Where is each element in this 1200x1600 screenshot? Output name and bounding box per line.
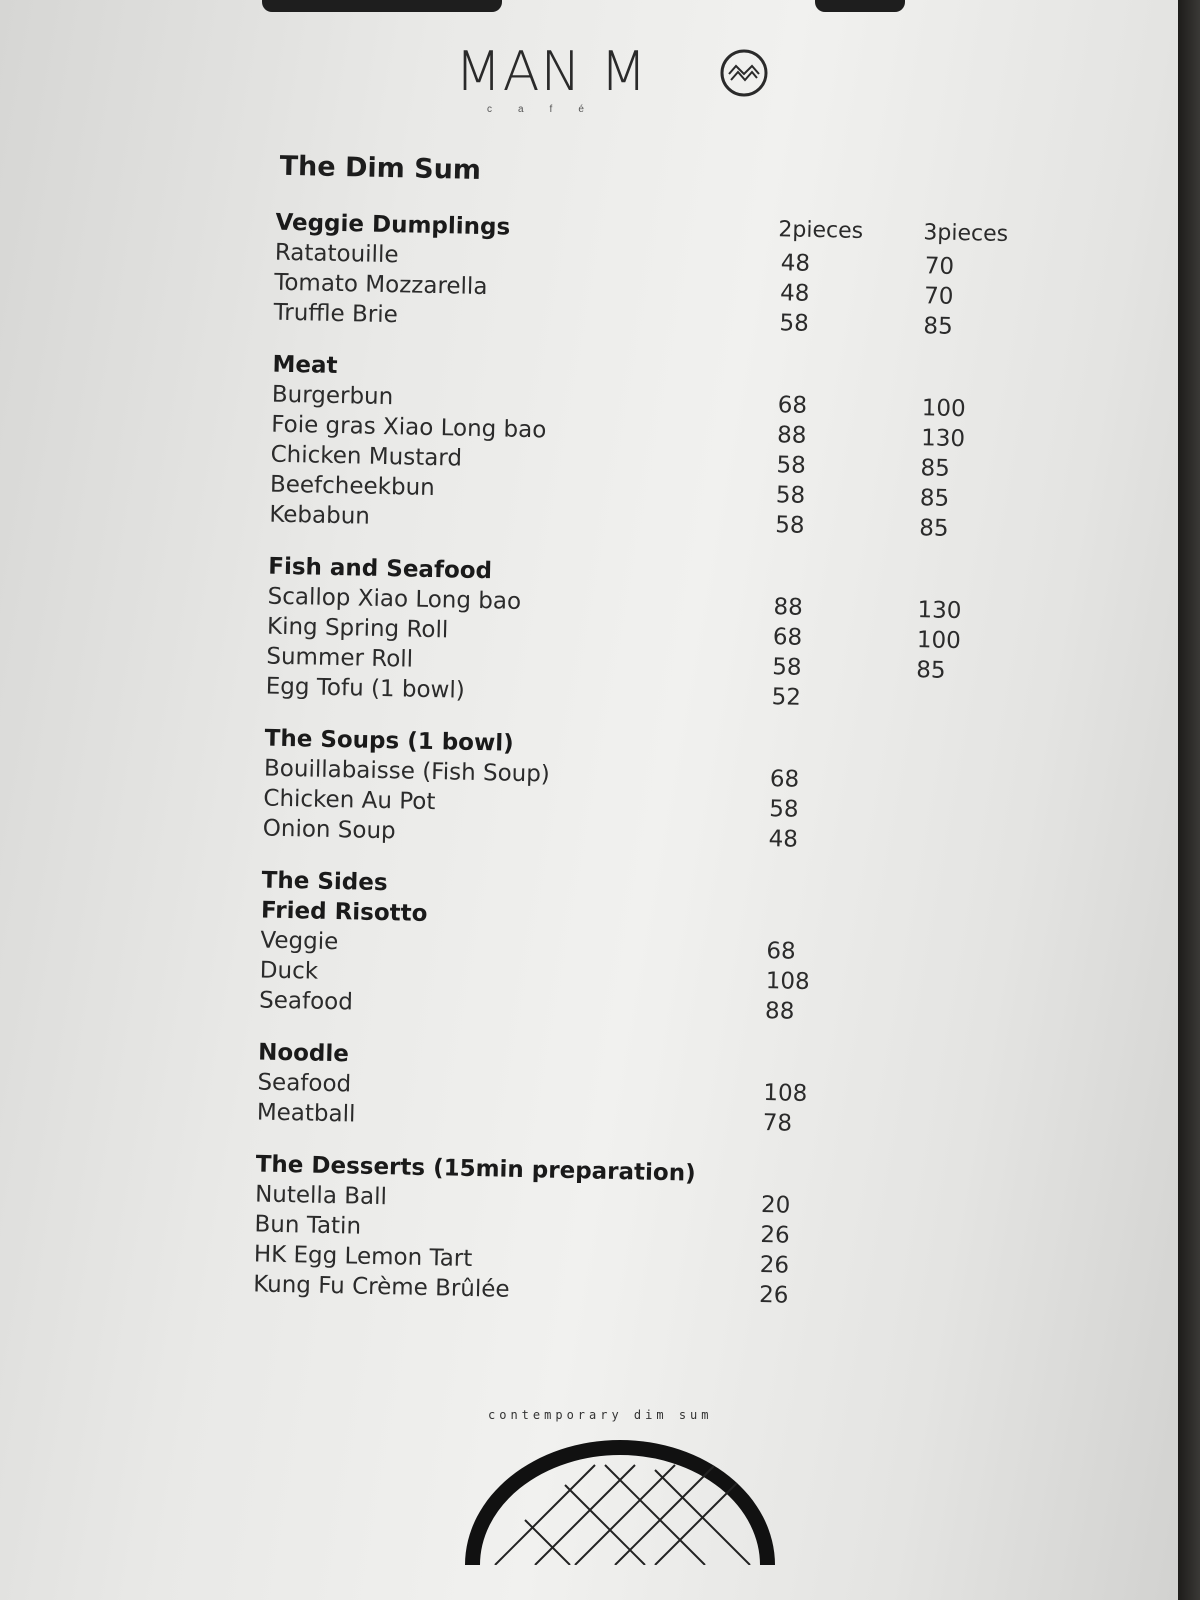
- item-name: Kebabun: [269, 501, 371, 530]
- price-2pieces: 88: [776, 422, 807, 449]
- menu-body: [220, 150, 1064, 1338]
- price-3pieces: 100: [916, 627, 962, 655]
- menu-sections: [221, 207, 1064, 1316]
- price-3pieces: 100: [921, 395, 966, 423]
- item-name: Beefcheekbun: [269, 471, 436, 502]
- section-subtitle: Fried Risotto: [260, 897, 428, 927]
- clipboard-clip-left: [262, 0, 502, 12]
- item-name: Burgerbun: [271, 381, 394, 411]
- price-2pieces: 68: [769, 766, 800, 793]
- menu-section: [237, 349, 1061, 546]
- logo-subtitle: café: [487, 104, 610, 115]
- logo-o-mark-icon: [719, 48, 769, 98]
- section-title: Veggie Dumplings: [275, 209, 511, 241]
- item-name: Bun Tatin: [254, 1211, 362, 1240]
- item-name: Seafood: [257, 1069, 352, 1098]
- price-2pieces: 58: [769, 796, 799, 823]
- price-3pieces: 130: [920, 425, 966, 453]
- item-name: Seafood: [258, 987, 354, 1016]
- menu-section: [227, 865, 1050, 1032]
- brand-logo: [455, 42, 785, 122]
- item-name: Kung Fu Crème Brûlée: [252, 1271, 510, 1303]
- menu-section: [230, 723, 1052, 860]
- price-2pieces: 88: [773, 594, 804, 621]
- price-2pieces: 20: [760, 1192, 791, 1219]
- menu-section: [225, 1037, 1047, 1144]
- item-name: Tomato Mozzarella: [273, 269, 488, 301]
- price-2pieces: 58: [779, 310, 810, 337]
- price-2pieces: 48: [768, 826, 799, 853]
- item-name: Nutella Ball: [254, 1181, 388, 1211]
- price-2pieces: 68: [777, 392, 808, 419]
- column-header-2pieces: 2pieces: [778, 217, 864, 244]
- arch-logo-icon: [455, 1440, 785, 1570]
- price-2pieces: 26: [760, 1222, 790, 1249]
- price-3pieces: 85: [920, 455, 951, 482]
- item-name: Bouillabaisse (Fish Soup): [263, 755, 551, 788]
- item-name: Meatball: [256, 1099, 356, 1128]
- menu-section: [233, 551, 1056, 718]
- column-header-3pieces: 3pieces: [923, 220, 1009, 247]
- menu-section: [221, 1149, 1044, 1316]
- price-2pieces: 88: [764, 998, 795, 1025]
- item-name: Veggie: [260, 927, 339, 956]
- section-title: Fish and Seafood: [268, 553, 493, 585]
- price-2pieces: 78: [762, 1110, 793, 1137]
- logo-text: MAN M: [455, 40, 648, 103]
- item-name: Chicken Mustard: [270, 441, 463, 472]
- price-2pieces: 26: [759, 1252, 790, 1279]
- item-name: Onion Soup: [262, 815, 396, 845]
- price-3pieces: 85: [918, 515, 949, 542]
- price-2pieces: 26: [758, 1282, 789, 1309]
- item-name: Truffle Brie: [273, 299, 399, 329]
- price-2pieces: 58: [772, 654, 802, 681]
- item-name: Scallop Xiao Long bao: [267, 583, 522, 615]
- price-2pieces: 68: [772, 624, 803, 651]
- price-3pieces: 85: [919, 485, 950, 512]
- item-name: Duck: [259, 957, 319, 985]
- item-name: HK Egg Lemon Tart: [253, 1241, 473, 1273]
- table-edge: [1178, 0, 1200, 1600]
- price-3pieces: 70: [924, 253, 955, 280]
- price-2pieces: 58: [775, 482, 806, 509]
- price-2pieces: 68: [766, 938, 796, 965]
- item-name: Foie gras Xiao Long bao: [270, 411, 547, 444]
- price-2pieces: 58: [774, 512, 805, 539]
- price-2pieces: 108: [763, 1080, 808, 1107]
- item-name: King Spring Roll: [266, 613, 449, 644]
- section-title: The Soups (1 bowl): [264, 725, 514, 757]
- item-name: Egg Tofu (1 bowl): [265, 673, 466, 704]
- menu-title: The Dim Sum: [279, 150, 482, 186]
- price-2pieces: 108: [765, 968, 810, 996]
- price-2pieces: 52: [771, 684, 802, 711]
- price-2pieces: 58: [776, 452, 807, 479]
- item-name: Ratatouille: [274, 239, 399, 269]
- clipboard-clip-right: [815, 0, 905, 12]
- item-name: Chicken Au Pot: [263, 785, 436, 816]
- tagline: contemporary dim sum: [488, 1408, 713, 1422]
- section-title: Meat: [272, 351, 338, 379]
- price-3pieces: 85: [923, 313, 954, 340]
- price-3pieces: 85: [915, 657, 946, 684]
- price-3pieces: 70: [923, 283, 954, 310]
- section-title: The Desserts (15min preparation): [255, 1151, 696, 1187]
- item-name: Summer Roll: [266, 643, 414, 673]
- price-2pieces: 48: [780, 250, 811, 277]
- section-title: Noodle: [257, 1039, 350, 1068]
- price-3pieces: 130: [917, 597, 962, 625]
- price-2pieces: 48: [779, 280, 810, 307]
- section-title: The Sides: [261, 867, 388, 897]
